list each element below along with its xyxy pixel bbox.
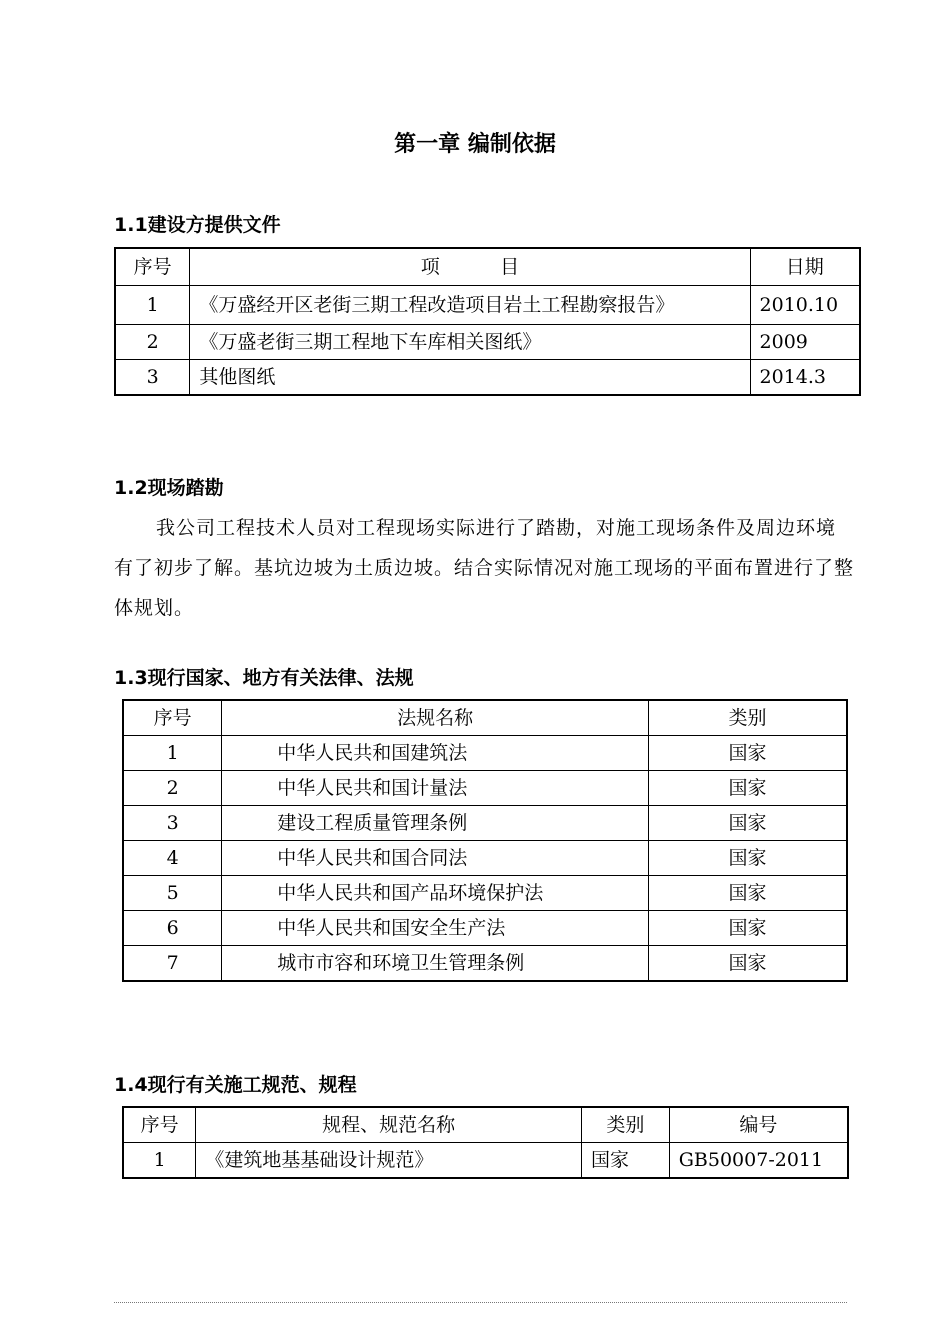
table-header-row bbox=[123, 1107, 848, 1143]
row-type: 国家 bbox=[649, 841, 847, 876]
row-no: 2 bbox=[115, 325, 190, 360]
row-name: 建设工程质量管理条例 bbox=[222, 806, 649, 841]
footer-divider bbox=[114, 1302, 847, 1303]
row-no: 3 bbox=[115, 360, 190, 396]
row-no: 2 bbox=[123, 771, 222, 806]
section-heading-1-4: 1.4现行有关施工规范、规程 bbox=[114, 1074, 357, 1096]
table-header-row bbox=[115, 248, 860, 286]
table-row bbox=[123, 736, 847, 771]
row-no: 1 bbox=[123, 736, 222, 771]
row-type: 国家 bbox=[649, 911, 847, 946]
row-no: 6 bbox=[123, 911, 222, 946]
row-item: 其他图纸 bbox=[190, 360, 750, 396]
header-code: 编号 bbox=[669, 1107, 848, 1143]
row-name: 城市市容和环境卫生管理条例 bbox=[222, 946, 649, 982]
table-row bbox=[123, 946, 847, 982]
section-heading-1-3: 1.3现行国家、地方有关法律、法规 bbox=[114, 667, 414, 689]
header-name: 法规名称 bbox=[222, 700, 649, 736]
provided-documents-table bbox=[114, 247, 861, 396]
row-type: 国家 bbox=[649, 946, 847, 982]
table-row bbox=[123, 911, 847, 946]
table-row bbox=[123, 771, 847, 806]
row-date: 2009 bbox=[750, 325, 860, 360]
table-row bbox=[115, 360, 860, 396]
header-type: 类别 bbox=[581, 1107, 669, 1143]
row-item: 《万盛老街三期工程地下车库相关图纸》 bbox=[190, 325, 750, 360]
row-date: 2010.10 bbox=[750, 286, 860, 325]
table-row bbox=[123, 806, 847, 841]
row-type: 国家 bbox=[649, 876, 847, 911]
table-row bbox=[123, 841, 847, 876]
row-date: 2014.3 bbox=[750, 360, 860, 396]
header-item: 项 目 bbox=[190, 248, 750, 286]
row-name: 中华人民共和国产品环境保护法 bbox=[222, 876, 649, 911]
section-heading-1-1: 1.1建设方提供文件 bbox=[114, 214, 281, 236]
row-name: 中华人民共和国计量法 bbox=[222, 771, 649, 806]
header-no: 序号 bbox=[115, 248, 190, 286]
row-type: 国家 bbox=[581, 1143, 669, 1179]
row-no: 1 bbox=[123, 1143, 196, 1179]
row-code: GB50007-2011 bbox=[669, 1143, 848, 1179]
row-no: 3 bbox=[123, 806, 222, 841]
row-name: 中华人民共和国建筑法 bbox=[222, 736, 649, 771]
header-no: 序号 bbox=[123, 700, 222, 736]
row-no: 5 bbox=[123, 876, 222, 911]
chapter-title: 第一章 编制依据 bbox=[394, 132, 556, 157]
row-name: 《建筑地基基础设计规范》 bbox=[196, 1143, 582, 1179]
row-no: 7 bbox=[123, 946, 222, 982]
table-row bbox=[123, 876, 847, 911]
row-item: 《万盛经开区老街三期工程改造项目岩土工程勘察报告》 bbox=[190, 286, 750, 325]
table-row bbox=[115, 286, 860, 325]
table-row bbox=[115, 325, 860, 360]
row-name: 中华人民共和国合同法 bbox=[222, 841, 649, 876]
header-type: 类别 bbox=[649, 700, 847, 736]
table-row bbox=[123, 1143, 848, 1179]
row-no: 1 bbox=[115, 286, 190, 325]
table-header-row bbox=[123, 700, 847, 736]
row-type: 国家 bbox=[649, 771, 847, 806]
header-no: 序号 bbox=[123, 1107, 196, 1143]
header-date: 日期 bbox=[750, 248, 860, 286]
standards-table bbox=[122, 1106, 849, 1179]
header-name: 规程、规范名称 bbox=[196, 1107, 582, 1143]
row-type: 国家 bbox=[649, 806, 847, 841]
row-no: 4 bbox=[123, 841, 222, 876]
row-name: 中华人民共和国安全生产法 bbox=[222, 911, 649, 946]
section-heading-1-2: 1.2现场踏勘 bbox=[114, 477, 224, 499]
laws-table bbox=[122, 699, 848, 982]
site-survey-paragraph: 我公司工程技术人员对工程现场实际进行了踏勘，对施工现场条件及周边环境有了初步了解。基坑边坡为土质边坡。结合实际情况对施工现场的平面布置进行了整体规划。 bbox=[114, 517, 855, 619]
row-type: 国家 bbox=[649, 736, 847, 771]
